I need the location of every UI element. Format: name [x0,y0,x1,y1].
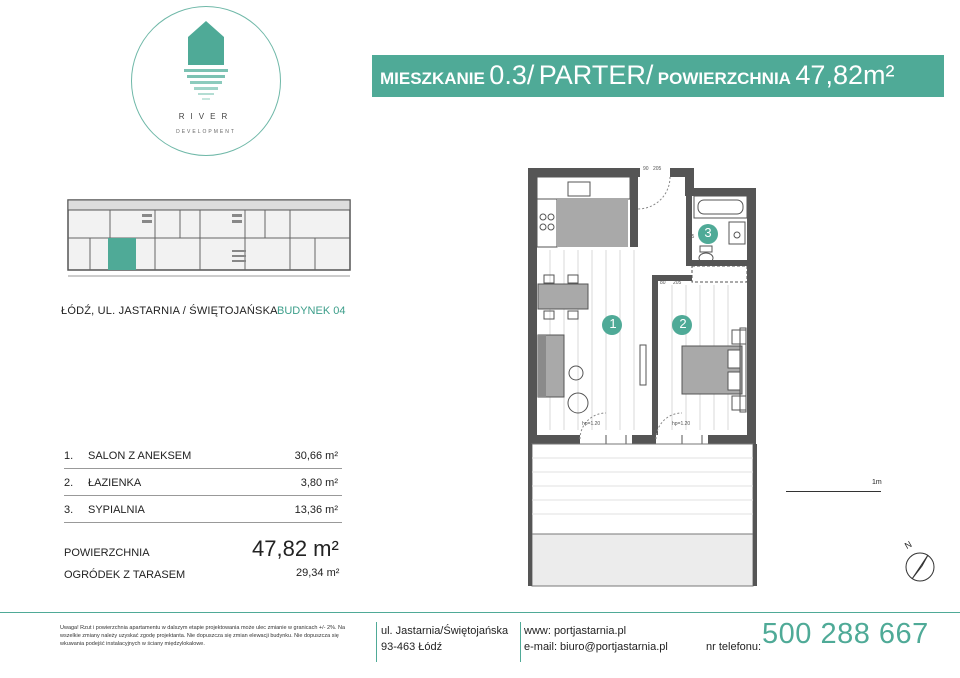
logo-word: RIVER [178,112,234,121]
room-number: 1. [64,450,74,462]
window-height-label: hp=1.20 [582,421,601,427]
footer-postal: 93-463 Łódź [381,641,443,653]
apartment-label: MIESZKANIE [380,69,485,88]
footer-separator [520,622,521,662]
footer-website-link[interactable]: www: portjastarnia.pl [524,625,627,637]
footer-street: ul. Jastarnia/Świętojańska [381,625,509,637]
room-row [64,469,342,496]
key-plan [60,194,360,284]
dim-label: 205 [653,166,662,172]
dim-label: 80 [660,280,666,286]
room-marker-2: 2 [679,316,687,331]
room-area: 3,80 m² [300,477,338,489]
address: ŁÓDŹ, UL. JASTARNIA / ŚWIĘTOJAŃSKA [61,305,278,317]
compass-icon [900,548,942,584]
logo-subword: DEVELOPMENT [176,129,236,135]
room-row [64,496,342,523]
room-name: ŁAZIENKA [88,477,142,489]
compass-north-label: N [902,539,914,551]
disclaimer: Uwaga! Rzut i powierzchnia apartamentu w dalszym etapie projektowania może ulec zmianie w granicach +/- 2%. Na wszelkie zmiany należy uzyskać zgodę projektanta. Nie dopuszcza się zmian elewacji budynku. Nie dopuszcza się wkuwania podejść instalacyjnych w ściany międzylokalowe. [60,625,346,647]
building-label: BUDYNEK 04 [277,305,346,317]
scale-label: 1m [872,479,882,486]
room-marker-1: 1 [609,316,617,331]
footer-separator [376,622,377,662]
room-area: 30,66 m² [294,450,338,462]
garden-value: 29,34 m² [296,567,340,579]
room-name: SYPIALNIA [88,504,145,516]
phone-label: nr telefonu: [706,641,762,653]
room-area: 13,36 m² [294,504,338,516]
key-plan-highlight [108,238,136,270]
logo [131,6,281,156]
dim-label: 80 [686,226,692,232]
garden-label: OGRÓDEK Z TARASEM [64,569,186,581]
room-row [64,442,342,469]
dim-label: 90 [643,166,649,172]
footer-divider [0,612,960,613]
banner-title [380,60,894,91]
floor-plan [520,160,770,590]
room-name: SALON Z ANEKSEM [88,450,192,462]
room-marker-3: 3 [704,225,712,240]
dim-label: 205 [686,234,695,240]
total-area-label: POWIERZCHNIA [64,547,150,559]
area-label: POWIERZCHNIA [657,69,791,88]
phone-number[interactable]: 500 288 667 [762,618,929,650]
area-value: 47,82m² [795,60,895,90]
window-height-label: hp=1.20 [672,421,691,427]
apartment-number: 0.3/ [489,60,535,90]
title-banner [372,55,944,97]
room-number: 3. [64,504,74,516]
total-area-value: 47,82 m² [252,536,339,561]
room-number: 2. [64,477,74,489]
footer-email-link[interactable]: e-mail: biuro@portjastarnia.pl [524,641,668,653]
floor-label: PARTER/ [538,60,654,90]
dim-label: 205 [673,280,682,286]
scale-bar [786,488,881,492]
